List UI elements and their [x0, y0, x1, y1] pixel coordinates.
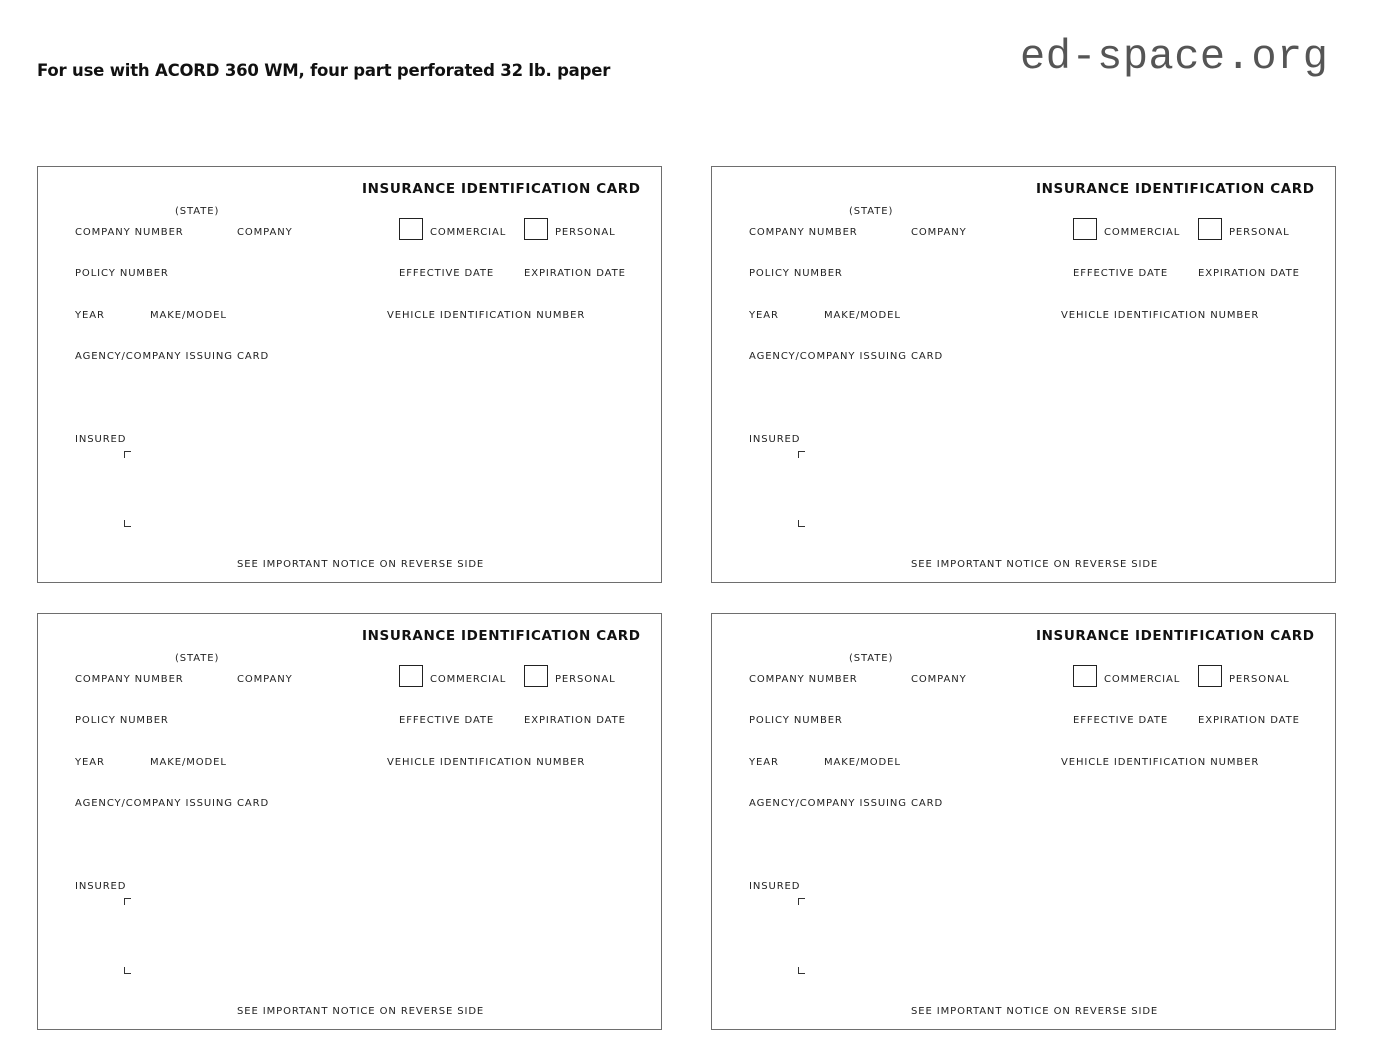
card-title: INSURANCE IDENTIFICATION CARD	[362, 181, 641, 197]
make-model-label: MAKE/MODEL	[150, 757, 227, 768]
address-corner-top-icon	[798, 451, 805, 458]
insured-label: INSURED	[749, 434, 801, 445]
company-number-label: COMPANY NUMBER	[749, 674, 858, 685]
personal-checkbox[interactable]	[1198, 218, 1222, 240]
insured-label: INSURED	[749, 881, 801, 892]
personal-checkbox[interactable]	[524, 665, 548, 687]
effective-date-label: EFFECTIVE DATE	[1073, 268, 1169, 279]
policy-number-label: POLICY NUMBER	[749, 268, 843, 279]
effective-date-label: EFFECTIVE DATE	[399, 715, 495, 726]
commercial-label: COMMERCIAL	[430, 674, 507, 685]
insurance-id-card-bottom-left	[37, 613, 662, 1030]
company-label: COMPANY	[911, 674, 967, 685]
commercial-label: COMMERCIAL	[430, 227, 507, 238]
company-number-label: COMPANY NUMBER	[749, 227, 858, 238]
reverse-side-notice: SEE IMPORTANT NOTICE ON REVERSE SIDE	[237, 1006, 485, 1017]
expiration-date-label: EXPIRATION DATE	[524, 268, 626, 279]
personal-checkbox[interactable]	[524, 218, 548, 240]
address-corner-bottom-icon	[798, 520, 805, 527]
personal-checkbox[interactable]	[1198, 665, 1222, 687]
state-label: (STATE)	[849, 206, 894, 217]
insurance-id-card-bottom-right	[711, 613, 1336, 1030]
year-label: YEAR	[749, 310, 779, 321]
expiration-date-label: EXPIRATION DATE	[1198, 715, 1300, 726]
make-model-label: MAKE/MODEL	[150, 310, 227, 321]
insurance-id-card-top-right	[711, 166, 1336, 583]
commercial-checkbox[interactable]	[1073, 218, 1097, 240]
vin-label: VEHICLE IDENTIFICATION NUMBER	[1061, 757, 1260, 768]
form-usage-note: For use with ACORD 360 WM, four part perforated 32 lb. paper	[37, 61, 611, 80]
agency-label: AGENCY/COMPANY ISSUING CARD	[75, 798, 270, 809]
policy-number-label: POLICY NUMBER	[749, 715, 843, 726]
commercial-checkbox[interactable]	[399, 218, 423, 240]
effective-date-label: EFFECTIVE DATE	[1073, 715, 1169, 726]
vin-label: VEHICLE IDENTIFICATION NUMBER	[387, 757, 586, 768]
card-title: INSURANCE IDENTIFICATION CARD	[1036, 181, 1315, 197]
policy-number-label: POLICY NUMBER	[75, 715, 169, 726]
commercial-checkbox[interactable]	[399, 665, 423, 687]
card-title: INSURANCE IDENTIFICATION CARD	[1036, 628, 1315, 644]
company-number-label: COMPANY NUMBER	[75, 227, 184, 238]
agency-label: AGENCY/COMPANY ISSUING CARD	[75, 351, 270, 362]
address-corner-top-icon	[124, 451, 131, 458]
company-label: COMPANY	[237, 674, 293, 685]
address-corner-bottom-icon	[124, 967, 131, 974]
make-model-label: MAKE/MODEL	[824, 757, 901, 768]
personal-label: PERSONAL	[1229, 227, 1290, 238]
vin-label: VEHICLE IDENTIFICATION NUMBER	[387, 310, 586, 321]
insured-label: INSURED	[75, 434, 127, 445]
state-label: (STATE)	[175, 206, 220, 217]
reverse-side-notice: SEE IMPORTANT NOTICE ON REVERSE SIDE	[237, 559, 485, 570]
year-label: YEAR	[75, 757, 105, 768]
state-label: (STATE)	[849, 653, 894, 664]
agency-label: AGENCY/COMPANY ISSUING CARD	[749, 798, 944, 809]
insured-label: INSURED	[75, 881, 127, 892]
company-number-label: COMPANY NUMBER	[75, 674, 184, 685]
company-label: COMPANY	[237, 227, 293, 238]
address-corner-bottom-icon	[798, 967, 805, 974]
reverse-side-notice: SEE IMPORTANT NOTICE ON REVERSE SIDE	[911, 1006, 1159, 1017]
expiration-date-label: EXPIRATION DATE	[524, 715, 626, 726]
agency-label: AGENCY/COMPANY ISSUING CARD	[749, 351, 944, 362]
commercial-label: COMMERCIAL	[1104, 227, 1181, 238]
personal-label: PERSONAL	[1229, 674, 1290, 685]
insurance-id-card-top-left	[37, 166, 662, 583]
watermark-logo: ed-space.org	[1020, 33, 1329, 81]
card-title: INSURANCE IDENTIFICATION CARD	[362, 628, 641, 644]
policy-number-label: POLICY NUMBER	[75, 268, 169, 279]
commercial-checkbox[interactable]	[1073, 665, 1097, 687]
state-label: (STATE)	[175, 653, 220, 664]
expiration-date-label: EXPIRATION DATE	[1198, 268, 1300, 279]
address-corner-bottom-icon	[124, 520, 131, 527]
year-label: YEAR	[75, 310, 105, 321]
vin-label: VEHICLE IDENTIFICATION NUMBER	[1061, 310, 1260, 321]
personal-label: PERSONAL	[555, 674, 616, 685]
year-label: YEAR	[749, 757, 779, 768]
address-corner-top-icon	[798, 898, 805, 905]
address-corner-top-icon	[124, 898, 131, 905]
make-model-label: MAKE/MODEL	[824, 310, 901, 321]
commercial-label: COMMERCIAL	[1104, 674, 1181, 685]
effective-date-label: EFFECTIVE DATE	[399, 268, 495, 279]
personal-label: PERSONAL	[555, 227, 616, 238]
company-label: COMPANY	[911, 227, 967, 238]
reverse-side-notice: SEE IMPORTANT NOTICE ON REVERSE SIDE	[911, 559, 1159, 570]
